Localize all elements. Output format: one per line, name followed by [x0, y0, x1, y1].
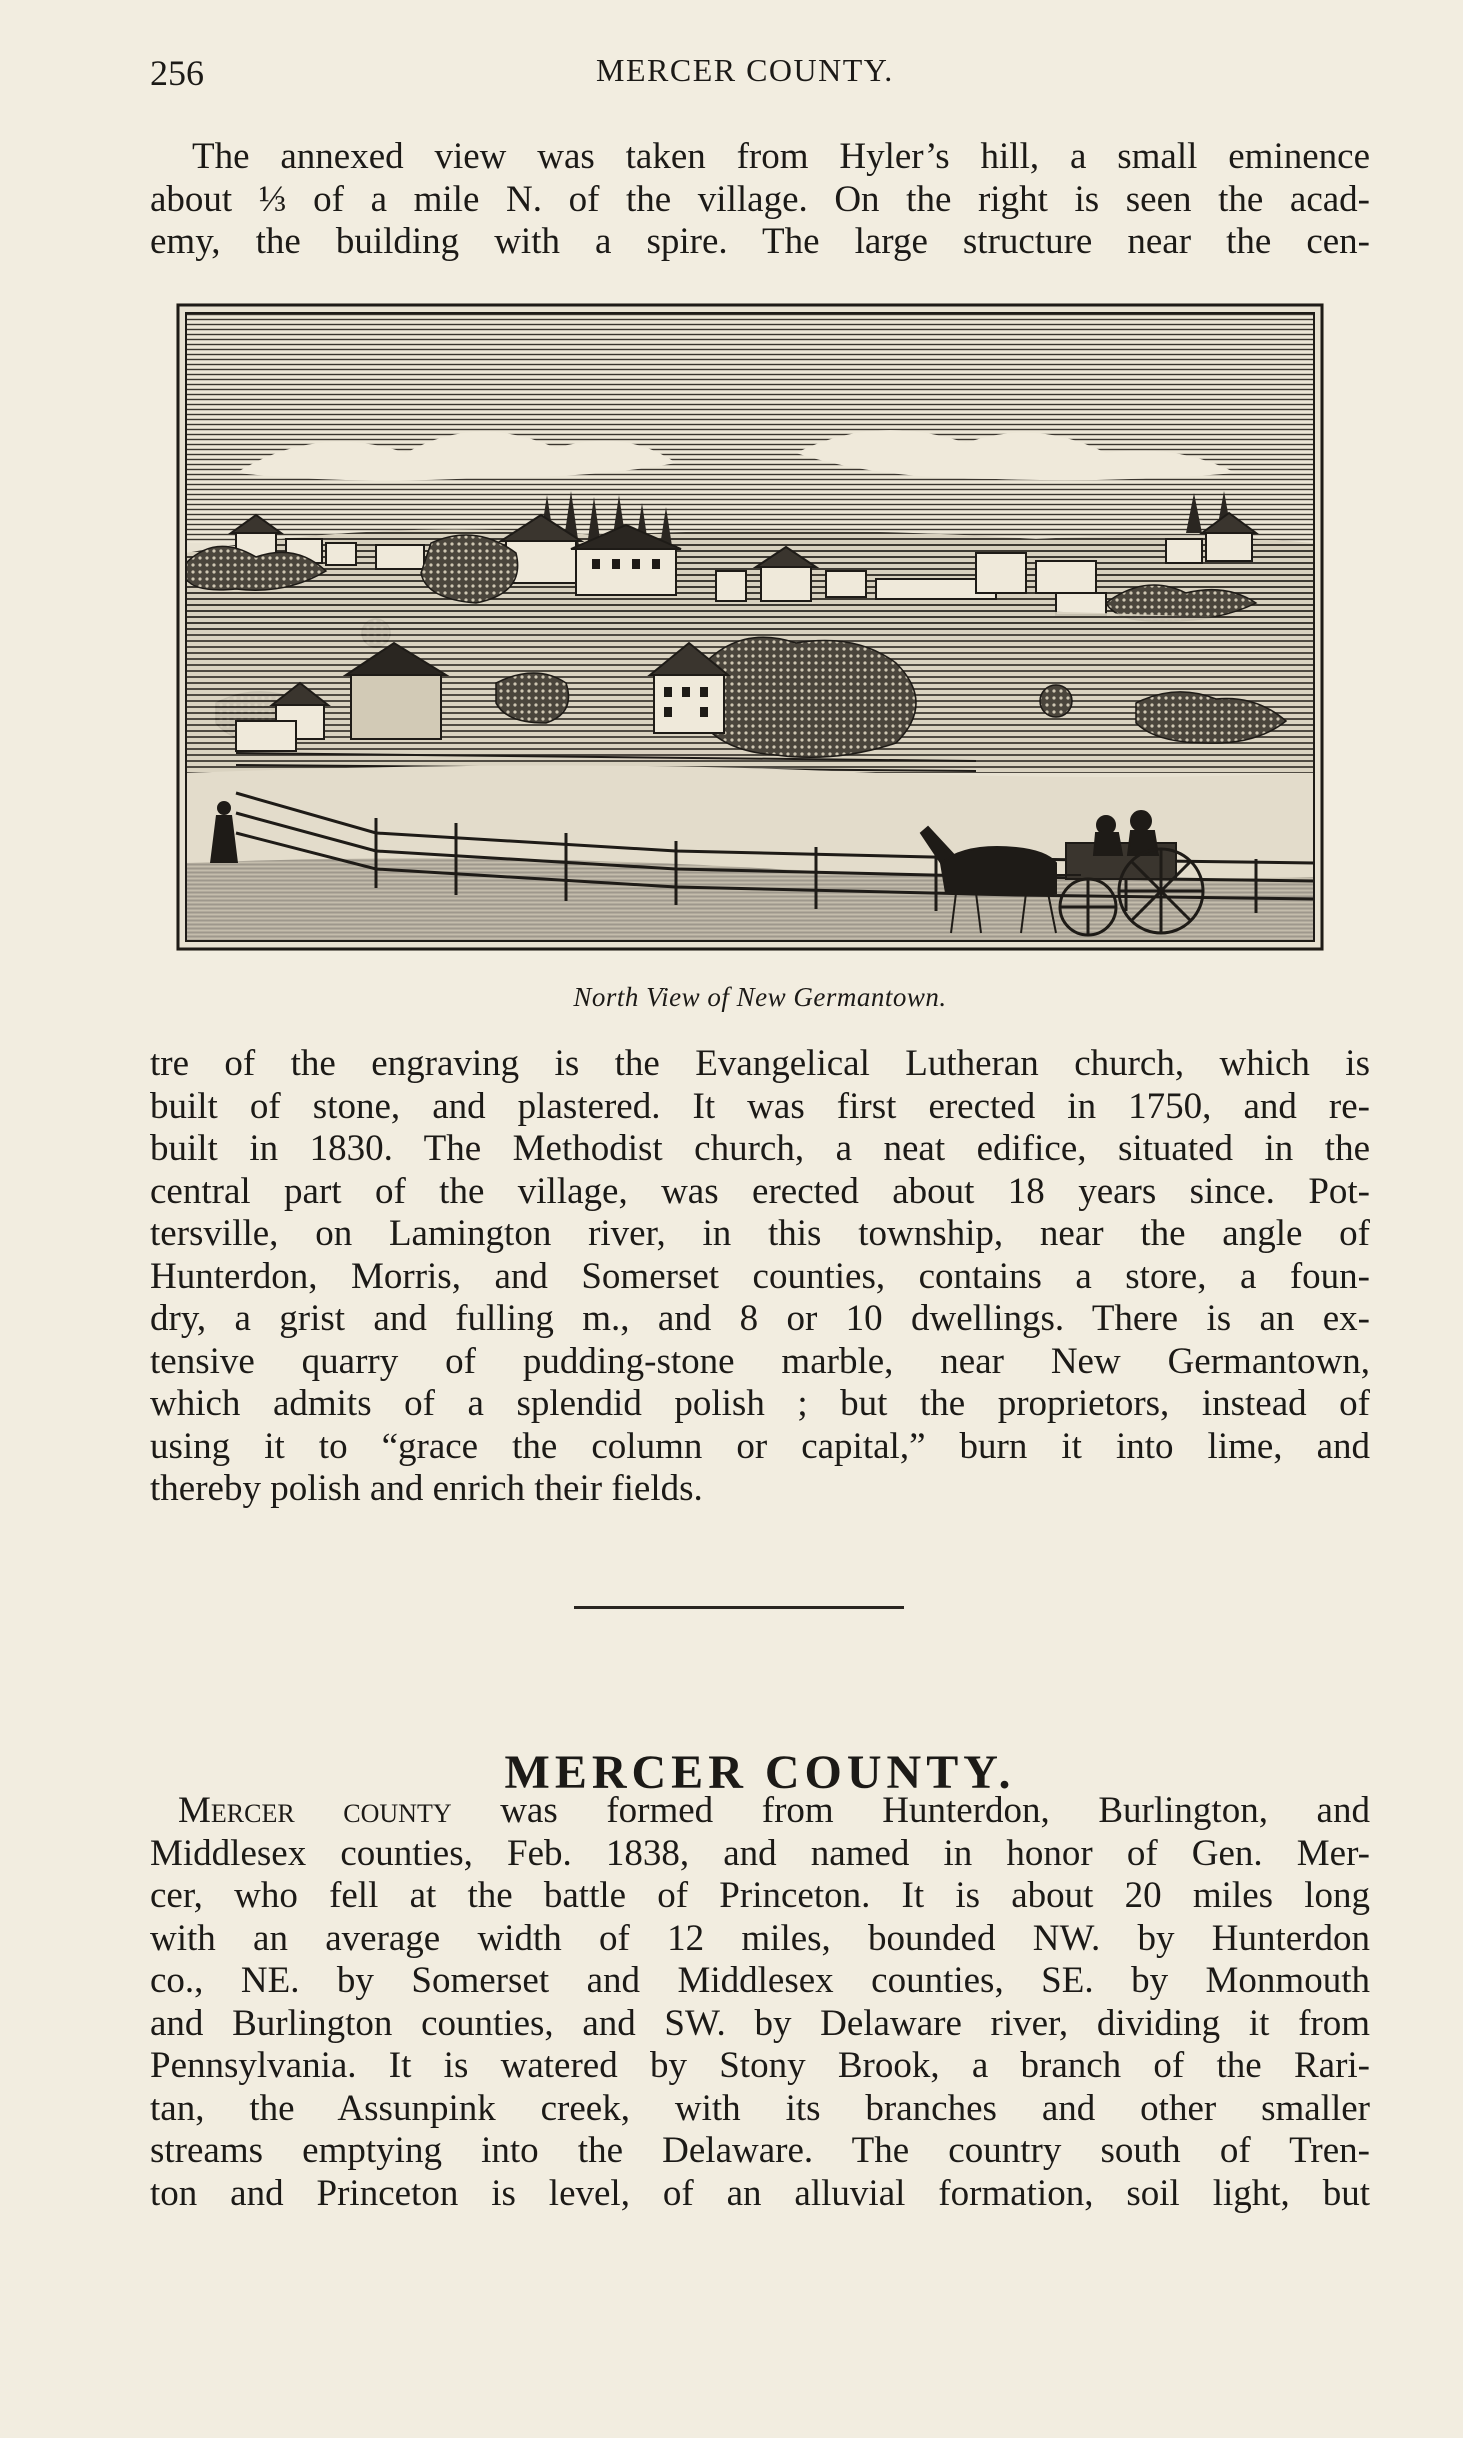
- text-line: dry, a grist and fulling m., and 8 or 10 dwellings. There is an ex-: [150, 1298, 1370, 1339]
- text-line: ton and Princeton is level, of an alluvial formation, soil light, but: [150, 2172, 1370, 2214]
- text-line: which admits of a splendid polish ; but the proprietors, instead of: [150, 1383, 1370, 1424]
- figure-caption: North View of New Germantown.: [573, 982, 947, 1012]
- text-line: Pennsylvania. It is watered by Stony Brook, a branch of the Rari-: [150, 2045, 1370, 2086]
- first-line-rest: was formed from Hunterdon, Burlington, and: [451, 1790, 1370, 1831]
- text-line: Hunterdon, Morris, and Somerset counties, contains a store, a foun-: [150, 1255, 1370, 1297]
- text-line: Middlesex counties, Feb. 1838, and named in honor of Gen. Mer-: [150, 1832, 1370, 1874]
- text-line: streams emptying into the Delaware. The country south of Tren-: [150, 2130, 1370, 2171]
- text-line: cer, who fell at the battle of Princeton. It is about 20 miles long: [150, 1875, 1370, 1916]
- text-line: central part of the village, was erected about 18 years since. Pot-: [150, 1170, 1370, 1212]
- text-line: The annexed view was taken from Hyler’s hill, a small eminence: [192, 136, 1370, 177]
- engraving-north-view: [176, 303, 1324, 951]
- engraving-illustration: [176, 303, 1324, 951]
- text-line: tensive quarry of pudding-stone marble, near New Germantown,: [150, 1340, 1370, 1382]
- section-heading: MERCER COUNTY.: [504, 1745, 1016, 1799]
- text-line: emy, the building with a spire. The large structure near the cen-: [150, 221, 1370, 262]
- text-line: and Burlington counties, and SW. by Delaware river, dividing it from: [150, 2002, 1370, 2044]
- text-line: [150, 1790, 1370, 1833]
- section-divider: [574, 1606, 904, 1609]
- text-line: tre of the engraving is the Evangelical Lutheran church, which is: [150, 1043, 1370, 1084]
- text-line: built in 1830. The Methodist church, a neat edifice, situated in the: [150, 1128, 1370, 1169]
- text-line: tersville, on Lamington river, in this township, near the angle of: [150, 1213, 1370, 1254]
- running-title: MERCER COUNTY.: [596, 52, 894, 88]
- lead-small-caps: Mercer county: [178, 1790, 452, 1831]
- text-line: built of stone, and plastered. It was first erected in 1750, and re-: [150, 1085, 1370, 1127]
- section-paragraph: [150, 1790, 1370, 2215]
- text-line: tan, the Assunpink creek, with its branches and other smaller: [150, 2087, 1370, 2129]
- text-line: co., NE. by Somerset and Middlesex counties, SE. by Monmouth: [150, 1960, 1370, 2001]
- text-line: with an average width of 12 miles, bounded NW. by Hunterdon: [150, 1917, 1370, 1959]
- continuation-paragraph: [150, 1043, 1370, 1511]
- text-line: thereby polish and enrich their fields.: [150, 1468, 703, 1509]
- text-line: about ⅓ of a mile N. of the village. On the right is seen the acad-: [150, 178, 1370, 220]
- intro-paragraph: [150, 136, 1370, 264]
- text-line: using it to “grace the column or capital,” burn it into lime, and: [150, 1425, 1370, 1467]
- running-head: [150, 52, 1370, 96]
- page-number: 256: [150, 53, 204, 93]
